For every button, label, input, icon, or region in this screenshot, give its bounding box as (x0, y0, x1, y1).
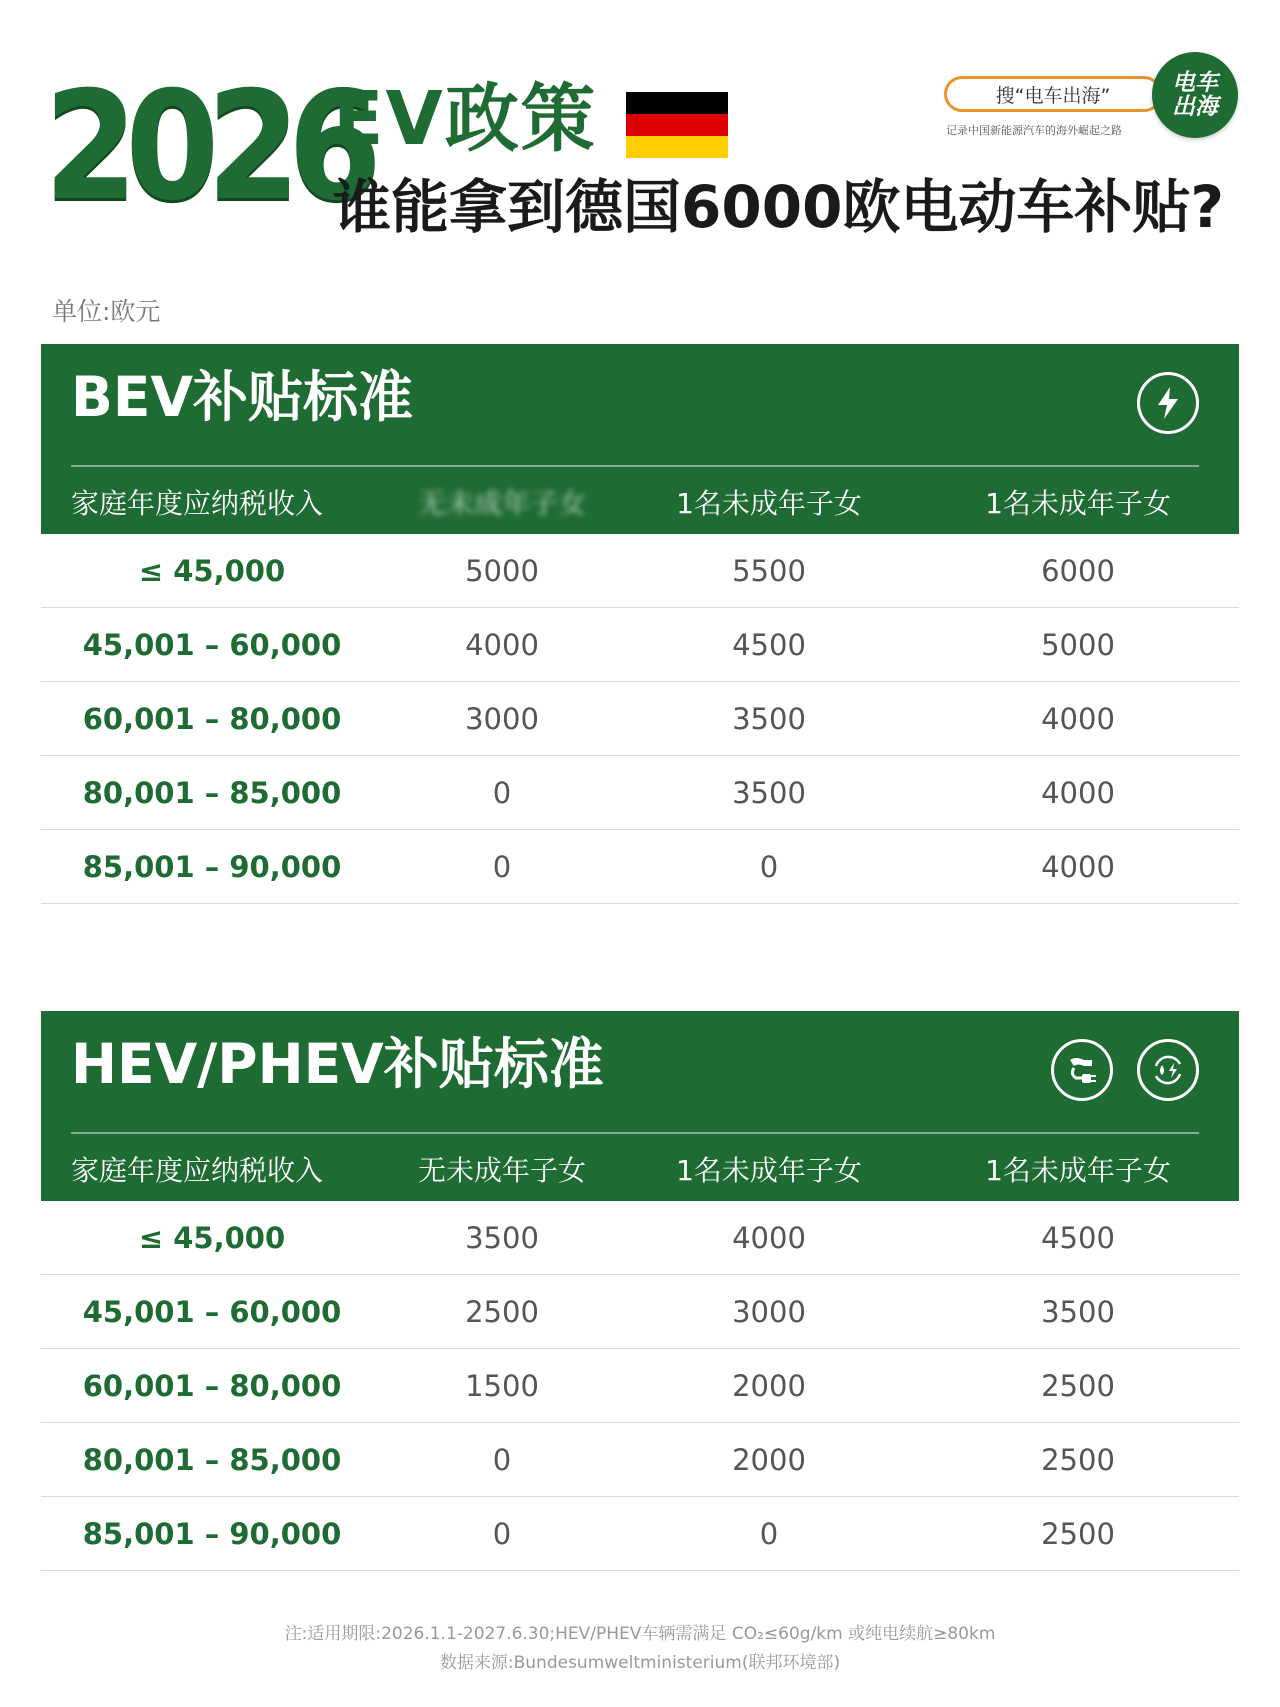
amount-cell: 1500 (465, 1368, 539, 1403)
brand-logo-text: 电车出海 (1172, 69, 1218, 120)
table-row (41, 534, 1239, 608)
amount-cell: 0 (492, 849, 512, 884)
income-bracket: 85,001 – 90,000 (82, 1516, 342, 1551)
header-one-child-b: 1名未成年子女 (985, 487, 1171, 520)
brand-tagline: 记录中国新能源汽车的海外崛起之路 (946, 124, 1122, 137)
amount-cell: 0 (759, 849, 779, 884)
header-no-children: 无未成年子女 (417, 1154, 586, 1187)
amount-cell: 4000 (1041, 701, 1115, 736)
validity-note: 注:适用期限:2026.1.1-2027.6.30;HEV/PHEV车辆需满足 CO₂≤60g/km 或纯电续航≥80km (284, 1624, 996, 1644)
amount-cell: 4000 (465, 627, 539, 662)
headline: 谁能拿到德国6000欧电动车补贴? (333, 173, 1225, 241)
income-bracket: 85,001 – 90,000 (82, 849, 342, 884)
amount-cell: 3500 (732, 701, 806, 736)
header-income: 家庭年度应纳税收入 (71, 1154, 324, 1187)
income-bracket: 80,001 – 85,000 (82, 1442, 342, 1477)
amount-cell: 3500 (732, 775, 806, 810)
income-bracket: 80,001 – 85,000 (82, 775, 342, 810)
brand-logo (1152, 52, 1238, 138)
bev-column-headers (41, 477, 1239, 527)
amount-cell: 5000 (465, 553, 539, 588)
income-bracket: ≤ 45,000 (138, 553, 286, 588)
hybrid-cycle-icon (1137, 1039, 1199, 1101)
amount-cell: 4000 (1041, 775, 1115, 810)
amount-cell: 3000 (465, 701, 539, 736)
table-row (41, 1497, 1239, 1571)
amount-cell: 2000 (732, 1368, 806, 1403)
bev-table-body (41, 534, 1239, 904)
amount-cell: 3500 (1041, 1294, 1115, 1329)
table-row (41, 1201, 1239, 1275)
header-income: 家庭年度应纳税收入 (71, 487, 324, 520)
bev-divider (71, 465, 1199, 467)
bev-section (41, 344, 1239, 904)
amount-cell: 6000 (1041, 553, 1115, 588)
phev-title: HEV/PHEV补贴标准 (71, 1032, 604, 1096)
phev-divider (71, 1132, 1199, 1134)
table-row (41, 1275, 1239, 1349)
table-row (41, 756, 1239, 830)
table-row (41, 830, 1239, 904)
amount-cell: 2500 (465, 1294, 539, 1329)
income-bracket: 45,001 – 60,000 (82, 627, 342, 662)
income-bracket: 45,001 – 60,000 (82, 1294, 342, 1329)
income-bracket: 60,001 – 80,000 (82, 701, 342, 736)
header-one-child: 1名未成年子女 (676, 1154, 862, 1187)
bev-header-band (41, 344, 1239, 534)
amount-cell: 4500 (1041, 1220, 1115, 1255)
amount-cell: 4000 (1041, 849, 1115, 884)
table-row (41, 1349, 1239, 1423)
bev-title: BEV补贴标准 (71, 365, 414, 429)
amount-cell: 3000 (732, 1294, 806, 1329)
footnote (0, 1620, 1280, 1678)
header-one-child-b: 1名未成年子女 (985, 1154, 1171, 1187)
amount-cell: 0 (492, 1442, 512, 1477)
brand-search-badge: 搜“电车出海” (944, 76, 1162, 112)
lightning-bolt-icon (1137, 372, 1199, 434)
header-no-children: 无未成年子女 (417, 487, 586, 520)
header-one-child: 1名未成年子女 (676, 487, 862, 520)
amount-cell: 2500 (1041, 1516, 1115, 1551)
income-bracket: 60,001 – 80,000 (82, 1368, 342, 1403)
amount-cell: 0 (492, 775, 512, 810)
germany-flag-icon (626, 92, 728, 158)
policy-title: EV政策 (333, 76, 597, 162)
amount-cell: 2500 (1041, 1368, 1115, 1403)
amount-cell: 2500 (1041, 1442, 1115, 1477)
phev-header-band (41, 1011, 1239, 1201)
phev-column-headers (41, 1144, 1239, 1194)
amount-cell: 3500 (465, 1220, 539, 1255)
phev-table-body (41, 1201, 1239, 1571)
table-row (41, 682, 1239, 756)
amount-cell: 5000 (1041, 627, 1115, 662)
phev-section (41, 1011, 1239, 1571)
table-row (41, 1423, 1239, 1497)
table-row (41, 608, 1239, 682)
fuel-plug-icon (1051, 1039, 1113, 1101)
amount-cell: 2000 (732, 1442, 806, 1477)
amount-cell: 4000 (732, 1220, 806, 1255)
amount-cell: 4500 (732, 627, 806, 662)
amount-cell: 0 (759, 1516, 779, 1551)
amount-cell: 0 (492, 1516, 512, 1551)
income-bracket: ≤ 45,000 (138, 1220, 286, 1255)
data-source: 数据来源:Bundesumweltministerium(联邦环境部) (439, 1652, 841, 1673)
amount-cell: 5500 (732, 553, 806, 588)
unit-label: 单位:欧元 (52, 297, 161, 326)
year-title: 2026 (44, 60, 370, 234)
